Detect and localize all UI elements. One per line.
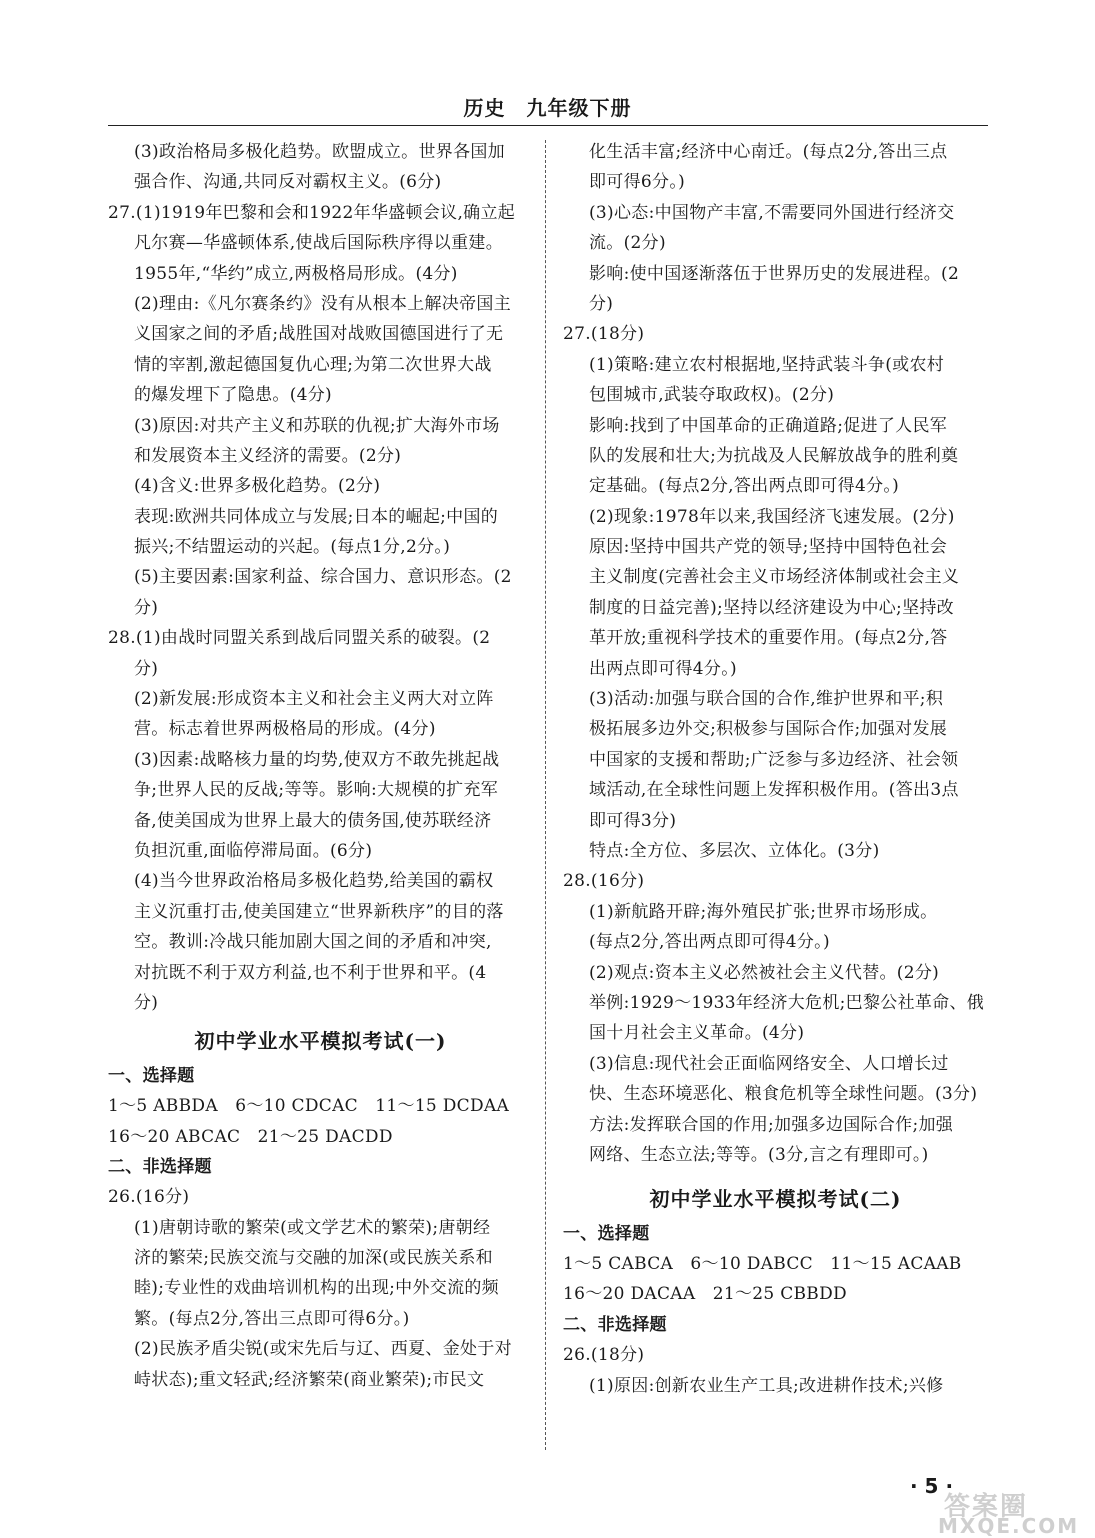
text-line: 主义制度(完善社会主义市场经济体制或社会主义 [589,567,960,588]
text-line: 26.(16分) [108,1187,190,1208]
text-line: 分) [134,992,159,1013]
section-heading: 一、选择题 [563,1223,650,1244]
text-line: 1～5 CABCA 6～10 DABCC 11～15 ACAAB [563,1254,962,1275]
text-line: 域活动,在全球性问题上发挥积极作用。(答出3点 [589,780,959,801]
watermark-logo [930,1488,1090,1538]
section-heading: 二、非选择题 [108,1156,212,1177]
text-line: 极拓展多边外交;积极参与国际合作;加强对发展 [589,719,948,740]
text-line: 流。(2分) [589,233,666,254]
watermark-top: 答案圈 [944,1492,1029,1522]
text-line: 峙状态);重文轻武;经济繁荣(商业繁荣);市民文 [134,1369,485,1390]
text-line: 革开放;重视科学技术的重要作用。(每点2分,答 [589,628,948,649]
right-column [563,137,988,1401]
text-line: 1～5 ABBDA 6～10 CDCAC 11～15 DCDAA [108,1096,510,1117]
text-line: 繁。(每点2分,答出三点即可得6分。) [134,1308,410,1329]
text-line: 出两点即可得4分。) [589,658,737,679]
left-lines-block [108,137,533,1018]
text-line: (3)信息:现代社会正面临网络安全、人口增长过 [589,1053,949,1074]
text-line: (每点2分,答出两点即可得4分。) [589,932,830,953]
text-line: 网络、生态立法;等等。(3分,言之有理即可。) [589,1144,929,1165]
text-line: 16～20 ABCAC 21～25 DACDD [108,1126,393,1147]
text-line: (4)当今世界政治格局多极化趋势,给美国的霸权 [134,871,494,892]
text-line: (3)心态:中国物产丰富,不需要同外国进行经济交 [589,202,955,223]
text-line: 义国家之间的矛盾;战胜国对战败国德国进行了无 [134,324,504,345]
text-line: 影响:找到了中国革命的正确道路;促进了人民军 [589,415,948,436]
text-line: (4)含义:世界多极化趋势。(2分) [134,476,381,497]
text-line: 1955年,“华约”成立,两极格局形成。(4分) [134,263,458,284]
text-line: 负担沉重,面临停滞局面。(6分) [134,840,373,861]
section-heading: 二、非选择题 [563,1314,667,1335]
text-line: 强合作、沟通,共同反对霸权主义。(6分) [134,172,442,193]
text-line: 方法:发挥联合国的作用;加强多边国际合作;加强 [589,1114,954,1135]
text-line: (2)新发展:形成资本主义和社会主义两大对立阵 [134,689,494,710]
text-line: (1)原因:创新农业生产工具;改进耕作技术;兴修 [589,1375,944,1396]
text-line: 特点:全方位、多层次、立体化。(3分) [589,840,880,861]
text-line: 的爆发埋下了隐患。(4分) [134,385,332,406]
text-line: (1)新航路开辟;海外殖民扩张;世界市场形成。 [589,901,938,922]
section-title-exam-1: 初中学业水平模拟考试(一) [194,1029,447,1054]
text-line: 队的发展和壮大;为抗战及人民解放战争的胜利奠 [589,445,959,466]
text-line: 分) [134,658,159,679]
text-line: 和发展资本主义经济的需要。(2分) [134,445,402,466]
text-line: 睦);专业性的戏曲培训机构的出现;中外交流的频 [134,1278,499,1299]
text-line: 28.(16分) [563,871,645,892]
text-line: (3)政治格局多极化趋势。欧盟成立。世界各国加 [134,142,505,162]
text-line: 凡尔赛—华盛顿体系,使战后国际秩序得以重建。 [134,233,504,254]
text-line: 情的宰割,激起德国复仇心理;为第二次世界大战 [134,354,492,375]
text-line: 国十月社会主义革命。(4分) [589,1023,805,1044]
text-line: 27.(18分) [563,324,645,345]
text-line: 中国家的支援和帮助;广泛参与多边经济、社会领 [589,749,959,770]
text-line: 备,使美国成为世界上最大的债务国,使苏联经济 [134,810,492,831]
text-line: (3)活动:加强与联合国的合作,维护世界和平;积 [589,689,944,710]
text-line: 化生活丰富;经济中心南迁。(每点2分,答出三点 [589,142,948,162]
text-line: 分) [134,597,159,618]
text-line: (5)主要因素:国家利益、综合国力、意识形态。(2 [134,567,512,588]
text-line: 影响:使中国逐渐落伍于世界历史的发展进程。(2 [589,263,960,284]
left-lines-block-2 [108,1061,533,1395]
text-line: 28.(1)由战时同盟关系到战后同盟关系的破裂。(2 [108,628,491,649]
watermark-bottom: MXQE.COM [938,1514,1080,1538]
section-title-exam-2: 初中学业水平模拟考试(二) [649,1187,902,1212]
text-line: 即可得3分) [589,810,677,831]
header-rule [108,125,988,126]
text-line: 即可得6分。) [589,172,686,193]
text-line: (1)唐朝诗歌的繁荣(或文学艺术的繁荣);唐朝经 [134,1217,491,1238]
text-line: 原因:坚持中国共产党的领导;坚持中国特色社会 [589,537,948,558]
page-number: · 5 · [910,1474,954,1498]
text-line: 快、生态环境恶化、粮食危机等全球性问题。(3分) [589,1084,978,1105]
text-line: 16～20 DACAA 21～25 CBBDD [563,1284,847,1305]
text-line: (1)策略:建立农村根据地,坚持武装斗争(或农村 [589,354,945,375]
text-line: 争;世界人民的反战;等等。影响:大规模的扩充军 [134,780,499,801]
text-line: 包围城市,武装夺取政权)。(2分) [589,385,835,406]
text-line: 振兴;不结盟运动的兴起。(每点1分,2分。) [134,537,451,558]
text-line: (3)原因:对共产主义和苏联的仇视;扩大海外市场 [134,415,500,436]
right-lines-block [563,137,988,1170]
text-line: 举例:1929～1933年经济大危机;巴黎公社革命、俄 [589,992,985,1013]
text-line: (2)观点:资本主义必然被社会主义代替。(2分) [589,962,940,983]
text-line: 表现:欧洲共同体成立与发展;日本的崛起;中国的 [134,506,499,527]
text-line: (3)因素:战略核力量的均势,使双方不敢先挑起战 [134,749,500,770]
page-header: 历史 九年级下册 [463,96,632,120]
column-divider [545,140,546,1450]
text-line: 空。教训:冷战只能加剧大国之间的矛盾和冲突, [134,932,492,953]
left-column [108,137,533,1395]
right-lines-block-2 [563,1219,988,1401]
text-line: 济的繁荣;民族交流与交融的加深(或民族关系和 [134,1248,493,1269]
text-line: 主义沉重打击,使美国建立“世界新秩序”的目的落 [134,901,504,922]
text-line: (2)民族矛盾尖锐(或宋先后与辽、西夏、金处于对 [134,1339,512,1360]
text-line: 分) [589,293,614,314]
text-line: 26.(18分) [563,1345,645,1366]
text-line: 27.(1)1919年巴黎和会和1922年华盛顿会议,确立起 [108,202,516,223]
section-heading: 一、选择题 [108,1065,195,1086]
text-line: 制度的日益完善);坚持以经济建设为中心;坚持改 [589,597,954,618]
text-line: 对抗既不利于双方利益,也不利于世界和平。(4 [134,962,487,983]
text-line: (2)现象:1978年以来,我国经济飞速发展。(2分) [589,506,955,527]
text-line: 营。标志着世界两极格局的形成。(4分) [134,719,436,740]
text-line: (2)理由:《凡尔赛条约》没有从根本上解决帝国主 [134,293,512,314]
text-line: 定基础。(每点2分,答出两点即可得4分。) [589,476,900,497]
